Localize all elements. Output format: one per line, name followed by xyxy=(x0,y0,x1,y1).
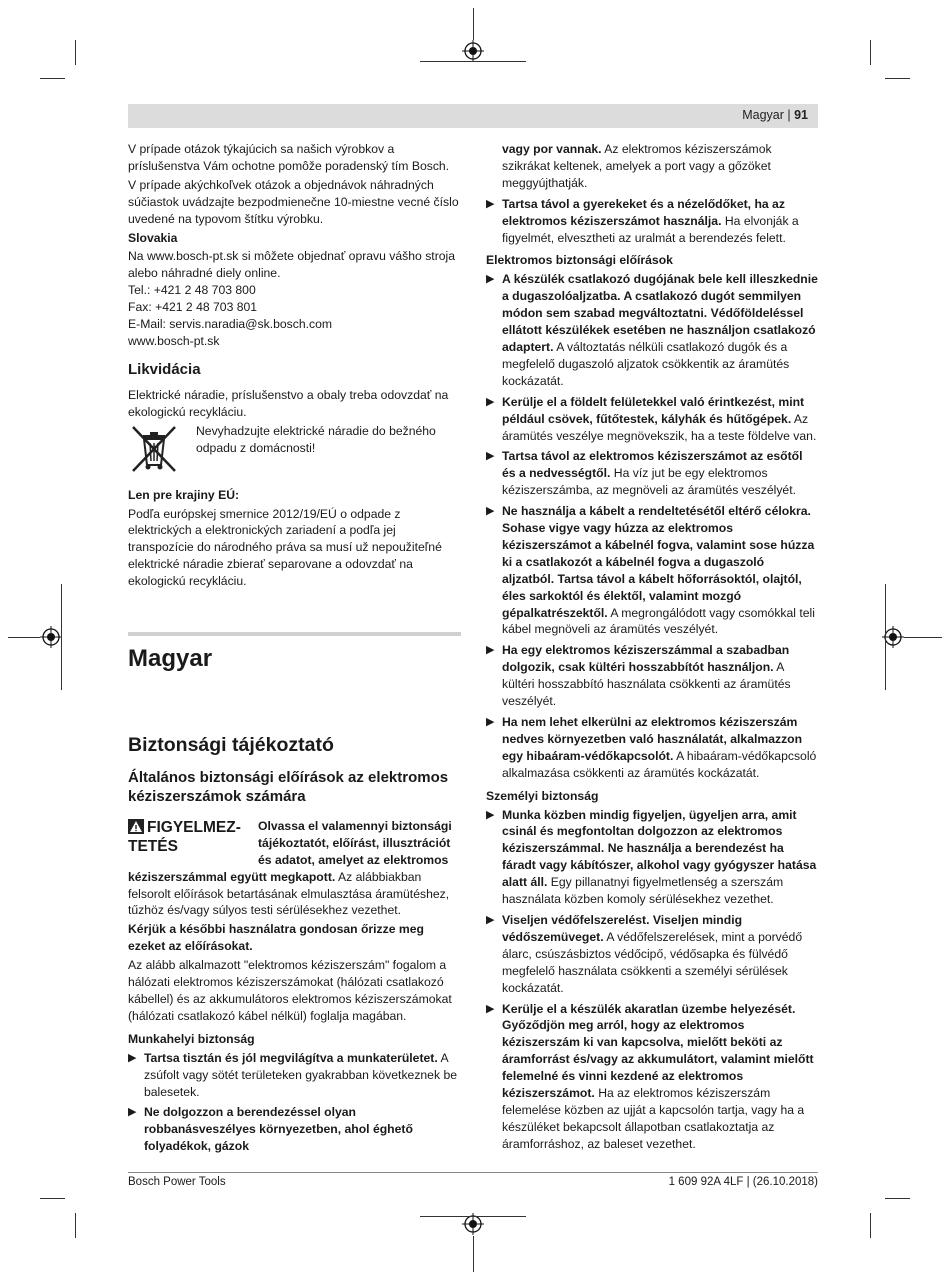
warning-triangle-icon xyxy=(128,819,144,834)
crop-mark xyxy=(870,40,871,65)
crop-mark xyxy=(8,637,40,638)
bullet-bold: Tartsa távol az elektromos kéziszerszámot az esőtől és a nedvességtől. xyxy=(502,449,803,481)
list-item xyxy=(486,503,819,638)
paragraph: V prípade akýchkoľvek otázok a objednávok náhradných súčiastok uvádzajte bezpodmienečne 10-miestne vecné číslo uvedené na typovom štítku výrobku. xyxy=(128,177,459,226)
warning-text: Az alábbiakban felsorolt előírások betartásának elmulasztása áramütéshez, tűzhöz és/vagy súlyos testi sérülésekhez vezethet. xyxy=(128,869,450,918)
section-divider xyxy=(128,632,461,636)
contact-phone: Tel.: +421 2 48 703 800 xyxy=(128,283,256,298)
bullet-bold: Ne használja a kábelt a rendeltetésétől eltérő célokra. Sohase vigye vagy húzza az elektromos kéziszerszámot a kábelnél fogva, valamint sose húzza ki a csatlakozót a kábelnél fogva a dugaszoló aljzatból. Tartsa távol a kábelt hőforrásoktól, olajtól, éles sarkoktól és élektől, valamint mozgó gépalkatrészektől. xyxy=(502,504,815,620)
bullet-arrow-icon: ▶ xyxy=(486,273,495,286)
bullet-arrow-icon: ▶ xyxy=(486,644,495,657)
electrical-heading: Elektromos biztonsági előírások xyxy=(486,253,673,268)
bullet-text: Ha víz jut be egy elektromos kéziszerszámba, az megnöveli az áramütés veszélyét. xyxy=(502,466,796,498)
warning-label-text: FIGYELMEZ-TETÉS xyxy=(128,818,241,855)
list-item xyxy=(486,448,819,499)
warning-label xyxy=(128,818,252,856)
personal-heading: Személyi biztonság xyxy=(486,788,599,803)
list-item xyxy=(128,1104,461,1155)
bullet-bold: Tartsa távol a gyerekeket és a nézelődőket, ha az elektromos kéziszerszámot használja. xyxy=(502,196,785,228)
bullet-bold: Munka közben mindig figyeljen, ügyeljen arra, amit csinál és megfontoltan dolgozzon az elektromos kéziszerszámmal. Ne használja a berendezést ha fáradt vagy kábítószer, alkohol vagy gyógyszer hatása alatt áll. xyxy=(502,807,817,890)
crop-mark xyxy=(40,78,65,79)
safety-subtitle: Általános biztonsági előírások az elektromos kéziszerszámok számára xyxy=(128,768,449,805)
bullet-arrow-icon: ▶ xyxy=(486,716,495,728)
bullet-arrow-icon: ▶ xyxy=(128,1051,137,1064)
contact-line: Na www.bosch-pt.sk si môžete objednať opravu vášho stroja alebo náhradné diely online. xyxy=(128,249,456,281)
crop-mark xyxy=(904,637,942,638)
bullet-arrow-icon: ▶ xyxy=(486,1002,495,1015)
crop-mark xyxy=(75,1213,76,1238)
crop-mark xyxy=(473,8,474,40)
warning-bold-text: Olvassa el valamennyi biztonsági tájékoztatót, előírást, illusztrációt és adatot, amelyet az elektromos kéziszerszámmal együtt megkapott. xyxy=(128,818,452,884)
warning-block xyxy=(128,818,461,919)
crop-mark xyxy=(885,1198,910,1199)
left-column xyxy=(128,141,461,592)
bullet-arrow-icon: ▶ xyxy=(486,808,495,821)
bullet-bold: A készülék csatlakozó dugójának bele kell illeszkednie a dugaszolóaljzatba. A csatlakozó dugót semmilyen módon sem szabad megváltoztatni. Védőföldeléssel ellátott készülékek esetében ne használjon csatlakozó adaptert. xyxy=(502,272,818,354)
crop-mark xyxy=(473,1236,474,1272)
bullet-text: Egy pillanatnyi figyelmetlenség a szerszám használata közben komoly sérülésekhez vezethet. xyxy=(502,875,784,907)
bullet-bold: Ne dolgozzon a berendezéssel olyan robbanásveszélyes környezetben, ahol éghető folyadékok, gázok xyxy=(144,1105,413,1154)
bullet-text: A megrongálódott vagy csomókkal teli kábel megnöveli az áramütés veszélyét. xyxy=(502,605,815,637)
crop-mark xyxy=(870,1213,871,1238)
likvidacia-heading: Likvidácia xyxy=(128,360,201,378)
footer-divider xyxy=(128,1172,818,1173)
page-header xyxy=(128,104,818,128)
paragraph: Podľa európskej smernice 2012/19/EÚ o odpade z elektrických a elektronických zariadení a podľa jej transpozície do národného práva sa musí už nepoužiteľné elektrické náradie zbierať separovane a odovzdať na ekologickú recykláciu. xyxy=(128,506,442,589)
paragraph: Elektrické náradie, príslušenstvo a obaly treba odovzdať na ekologickú recykláciu. xyxy=(128,387,449,419)
definition-paragraph: Az alább alkalmazott "elektromos kéziszerszám" fogalom a hálózati elektromos kéziszerszámokat (hálózati csatlakozó kábellel) és az akkumulátoros elektromos kéziszerszámokat (hálózati csatlakozó kábel nélkül) foglalja magában. xyxy=(128,958,452,1023)
bullet-arrow-icon: ▶ xyxy=(486,450,495,463)
bullet-arrow-icon: ▶ xyxy=(486,913,495,926)
header-language: Magyar xyxy=(742,108,784,122)
crop-mark xyxy=(75,40,76,65)
list-item xyxy=(486,714,819,782)
continued-item xyxy=(486,141,819,192)
bullet-bold: Kerülje el a készülék akaratlan üzembe helyezését. Győződjön meg arról, hogy az elektromos kéziszerszám ki van kapcsolva, mielőtt beköti az áramforrást és/vagy az akkumulátort, valamint mielőtt felemelné és vinni kezdené az elektromos kéziszerszámot. xyxy=(502,1001,814,1101)
list-item xyxy=(486,196,819,247)
crop-mark xyxy=(61,584,62,690)
page-number: 91 xyxy=(794,108,808,122)
bullet-bold: Kerülje el a földelt felületekkel való érintkezést, mint például csövek, fűtőtestek, kályhák és hűtőgépek. xyxy=(502,394,805,426)
crop-mark xyxy=(885,584,886,690)
safety-section xyxy=(128,734,461,1159)
right-column xyxy=(486,141,819,1157)
registration-mark-icon xyxy=(40,626,62,648)
crop-mark xyxy=(40,1198,65,1199)
list-item xyxy=(486,807,819,908)
bullet-text: A kültéri hosszabbító használata csökkenti az áramütés veszélyét. xyxy=(502,660,791,709)
language-section-title: Magyar xyxy=(128,645,213,672)
list-item xyxy=(128,1050,461,1101)
bullet-text: Az elektromos kéziszerszámok szikrákat keltenek, amelyek a port vagy a gőzöket meggyújthatják. xyxy=(502,142,772,190)
list-item xyxy=(486,271,819,389)
weee-notice xyxy=(128,423,461,475)
crop-mark xyxy=(885,78,910,79)
bullet-text: Az áramütés veszélye megnövekszik, ha a teste földelve van. xyxy=(502,411,817,443)
keep-instructions: Kérjük a későbbi használatra gondosan őrizze meg ezeket az előírásokat. xyxy=(128,922,424,954)
bullet-text: A zsúfolt vagy sötét területeken gyakrabban következnek be balesetek. xyxy=(144,1050,458,1099)
bullet-arrow-icon: ▶ xyxy=(486,197,495,210)
bullet-text: Ha az elektromos kéziszerszám felemelése közben az ujját a kapcsolón tartja, vagy ha a készüléket bekapcsolt állapotban csatlakoztatja az áramforráshoz, az baleset vezethet. xyxy=(502,1086,805,1151)
bullet-bold: Viseljen védőfelszerelést. Viseljen mindig védőszemüveget. xyxy=(502,912,743,944)
crossed-out-bin-icon xyxy=(128,423,180,475)
header-text: Magyar | 91 xyxy=(742,108,808,122)
contact-email: E-Mail: servis.naradia@sk.bosch.com xyxy=(128,317,333,332)
bullet-text: A hibaáram-védőkapcsoló alkalmazása csökkenti az áramütés kockázatát. xyxy=(502,748,817,780)
weee-text: Nevyhadzujte elektrické náradie do bežného odpadu z domácnosti! xyxy=(196,423,436,455)
bullet-bold: Ha egy elektromos kéziszerszámmal a szabadban dolgozik, csak kültéri hosszabbítót használjon. xyxy=(502,643,790,675)
bullet-bold: Ha nem lehet elkerülni az elektromos kéziszerszám nedves környezetben való használatát, alkalmazzon egy hibaáram-védőkapcsolót. xyxy=(502,715,803,763)
eu-heading: Len pre krajiny EÚ: xyxy=(128,487,240,502)
bullet-text: A változtatás nélküli csatlakozó dugók és a megfelelő dugaszoló aljzatok csökkentik az áramütés kockázatát. xyxy=(502,339,790,388)
list-item xyxy=(486,912,819,997)
bullet-bold: Tartsa tisztán és jól megvilágítva a munkaterületet. xyxy=(144,1050,438,1065)
list-item xyxy=(486,1001,819,1153)
contact-fax: Fax: +421 2 48 703 801 xyxy=(128,300,258,315)
list-item xyxy=(486,394,819,445)
slovakia-heading: Slovakia xyxy=(128,230,178,245)
bullet-text: Ha elvonják a figyelmét, elvesztheti az uralmát a berendezés felett. xyxy=(502,213,799,245)
footer-brand: Bosch Power Tools xyxy=(128,1176,226,1188)
bullet-arrow-icon: ▶ xyxy=(486,395,495,408)
contact-website: www.bosch-pt.sk xyxy=(128,333,220,348)
list-item xyxy=(486,642,819,710)
safety-title: Biztonsági tájékoztató xyxy=(128,734,334,756)
bullet-text: A védőfelszerelések, mint a porvédő álarc, csúszásbiztos védőcipő, védősapka és fülvédő megfelelő használata csökkenti a személyi sérülések kockázatát. xyxy=(502,929,803,995)
crop-mark xyxy=(420,1216,526,1217)
registration-mark-icon xyxy=(462,40,484,62)
bullet-arrow-icon: ▶ xyxy=(486,505,495,518)
bullet-bold: vagy por vannak. xyxy=(502,142,602,156)
crop-mark xyxy=(420,61,526,62)
workplace-heading: Munkahelyi biztonság xyxy=(128,1031,255,1046)
bullet-arrow-icon: ▶ xyxy=(128,1106,137,1119)
paragraph: V prípade otázok týkajúcich sa našich výrobkov a príslušenstva Vám ochotne pomôže poradenský tím Bosch. xyxy=(128,142,450,173)
footer-docid: 1 609 92A 4LF | (26.10.2018) xyxy=(668,1176,818,1188)
